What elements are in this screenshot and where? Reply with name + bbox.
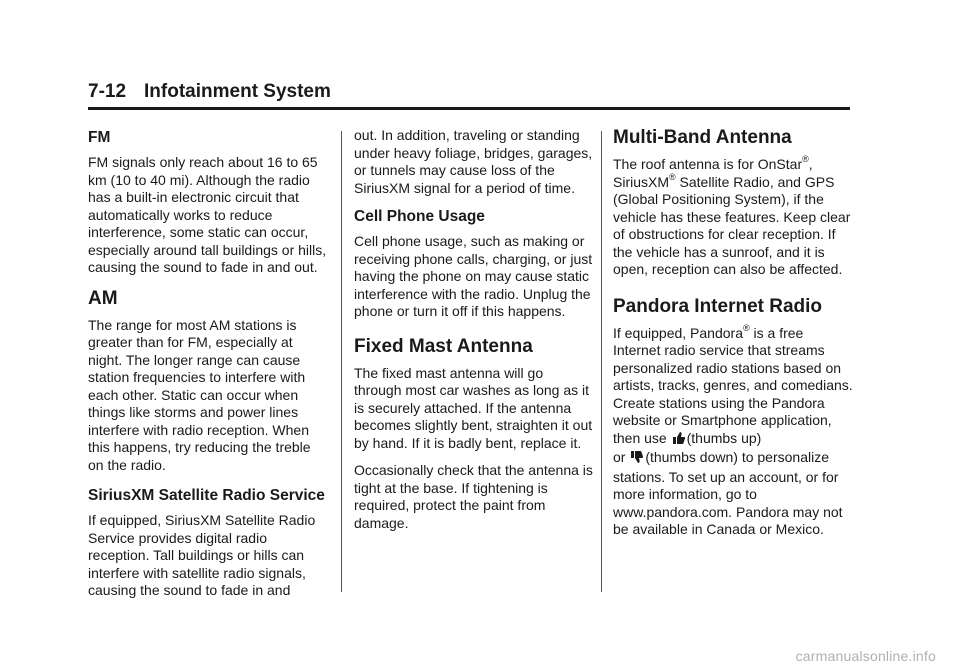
am-text: The range for most AM stations is greater than for FM, especially at night. The longer range can cause station frequencies to interfere with each other. Static can occur when things like storms and power lines interfere with radio reception. When this happens, try reducing the treble on the radio. bbox=[88, 316, 311, 473]
am-heading: AM bbox=[88, 287, 118, 309]
fm-heading: FM bbox=[88, 129, 111, 146]
column-divider bbox=[601, 131, 602, 592]
multi-band-text-c: Satellite Radio, and GPS (Global Positioning System), if the vehicle has these features. Keep clear of obstructions for clear reception. If the vehicle has a sunroof, and it is open, reception can also be affected. bbox=[613, 173, 851, 277]
fixed-mast-heading: Fixed Mast Antenna bbox=[354, 335, 533, 357]
pandora-text bbox=[613, 322, 853, 539]
chapter-title: Infotainment System bbox=[144, 81, 331, 102]
pandora-heading: Pandora Internet Radio bbox=[613, 295, 823, 317]
sirius-text-continued: out. In addition, traveling or standing under heavy foliage, bridges, garages, or tunnels may cause loss of the SiriusXM signal for a period of time. bbox=[354, 127, 593, 196]
column-2 bbox=[354, 127, 594, 542]
pandora-text-a: If equipped, Pandora bbox=[613, 324, 743, 341]
fixed-mast-text-2: Occasionally check that the antenna is tight at the base. If tightening is required, protect the paint from damage. bbox=[354, 462, 593, 531]
or-text: or bbox=[613, 449, 630, 465]
multi-band-text-a: The roof antenna is for OnStar bbox=[613, 156, 803, 172]
cell-phone-text: Cell phone usage, such as making or receiving phone calls, charging, or just having the phone on may cause static interference with the radio. Unplug the phone or turn it off if this happens. bbox=[354, 233, 593, 319]
sirius-heading: SiriusXM Satellite Radio Service bbox=[88, 487, 325, 504]
fm-text: FM signals only reach about 16 to 65 km (10 to 40 mi). Although the radio has a built-in electronic circuit that automatically works to reduce interference, some static can occur, especially around tall buildings or hills, causing the sound to fade in and out. bbox=[88, 154, 327, 275]
multi-band-heading: Multi-Band Antenna bbox=[613, 127, 792, 148]
thumbs-down-icon bbox=[630, 450, 643, 469]
page-header bbox=[88, 80, 850, 110]
registered-mark: ® bbox=[802, 154, 809, 165]
column-divider bbox=[341, 131, 342, 592]
cell-phone-heading: Cell Phone Usage bbox=[354, 208, 485, 225]
fixed-mast-text-1: The fixed mast antenna will go through most car washes as long as it is securely attached. If the antenna becomes slightly bent, straighten it out by hand. If it is badly bent, replace it. bbox=[354, 364, 593, 451]
registered-mark: ® bbox=[669, 171, 676, 182]
column-1 bbox=[88, 128, 328, 610]
multi-band-text bbox=[613, 156, 853, 279]
sirius-text: If equipped, SiriusXM Satellite Radio Service provides digital radio reception. Tall buildings or hills can interfere with satellite radio signals, causing the sound to fade in and bbox=[88, 512, 316, 598]
registered-mark: ® bbox=[743, 322, 750, 333]
multi-band-text-b: , SiriusXM bbox=[613, 156, 813, 190]
page-number: 7-12 bbox=[88, 81, 127, 102]
column-3 bbox=[613, 126, 853, 549]
thumbs-up-label: (thumbs up) bbox=[686, 429, 762, 446]
pandora-text-b: is a free Internet radio service that streams personalized radio stations based on artists, tracks, genres, and comedians. Create stations using the Pandora website or Smartphone application, then use bbox=[613, 324, 853, 446]
thumbs-up-icon bbox=[672, 431, 685, 450]
watermark: carmanualsonline.info bbox=[795, 648, 936, 664]
thumbs-down-label: (thumbs down) to personalize stations. To set up an account, or for more information, go to www.pandora.com. Pandora may not be available in Canada or Mexico. bbox=[613, 449, 843, 537]
